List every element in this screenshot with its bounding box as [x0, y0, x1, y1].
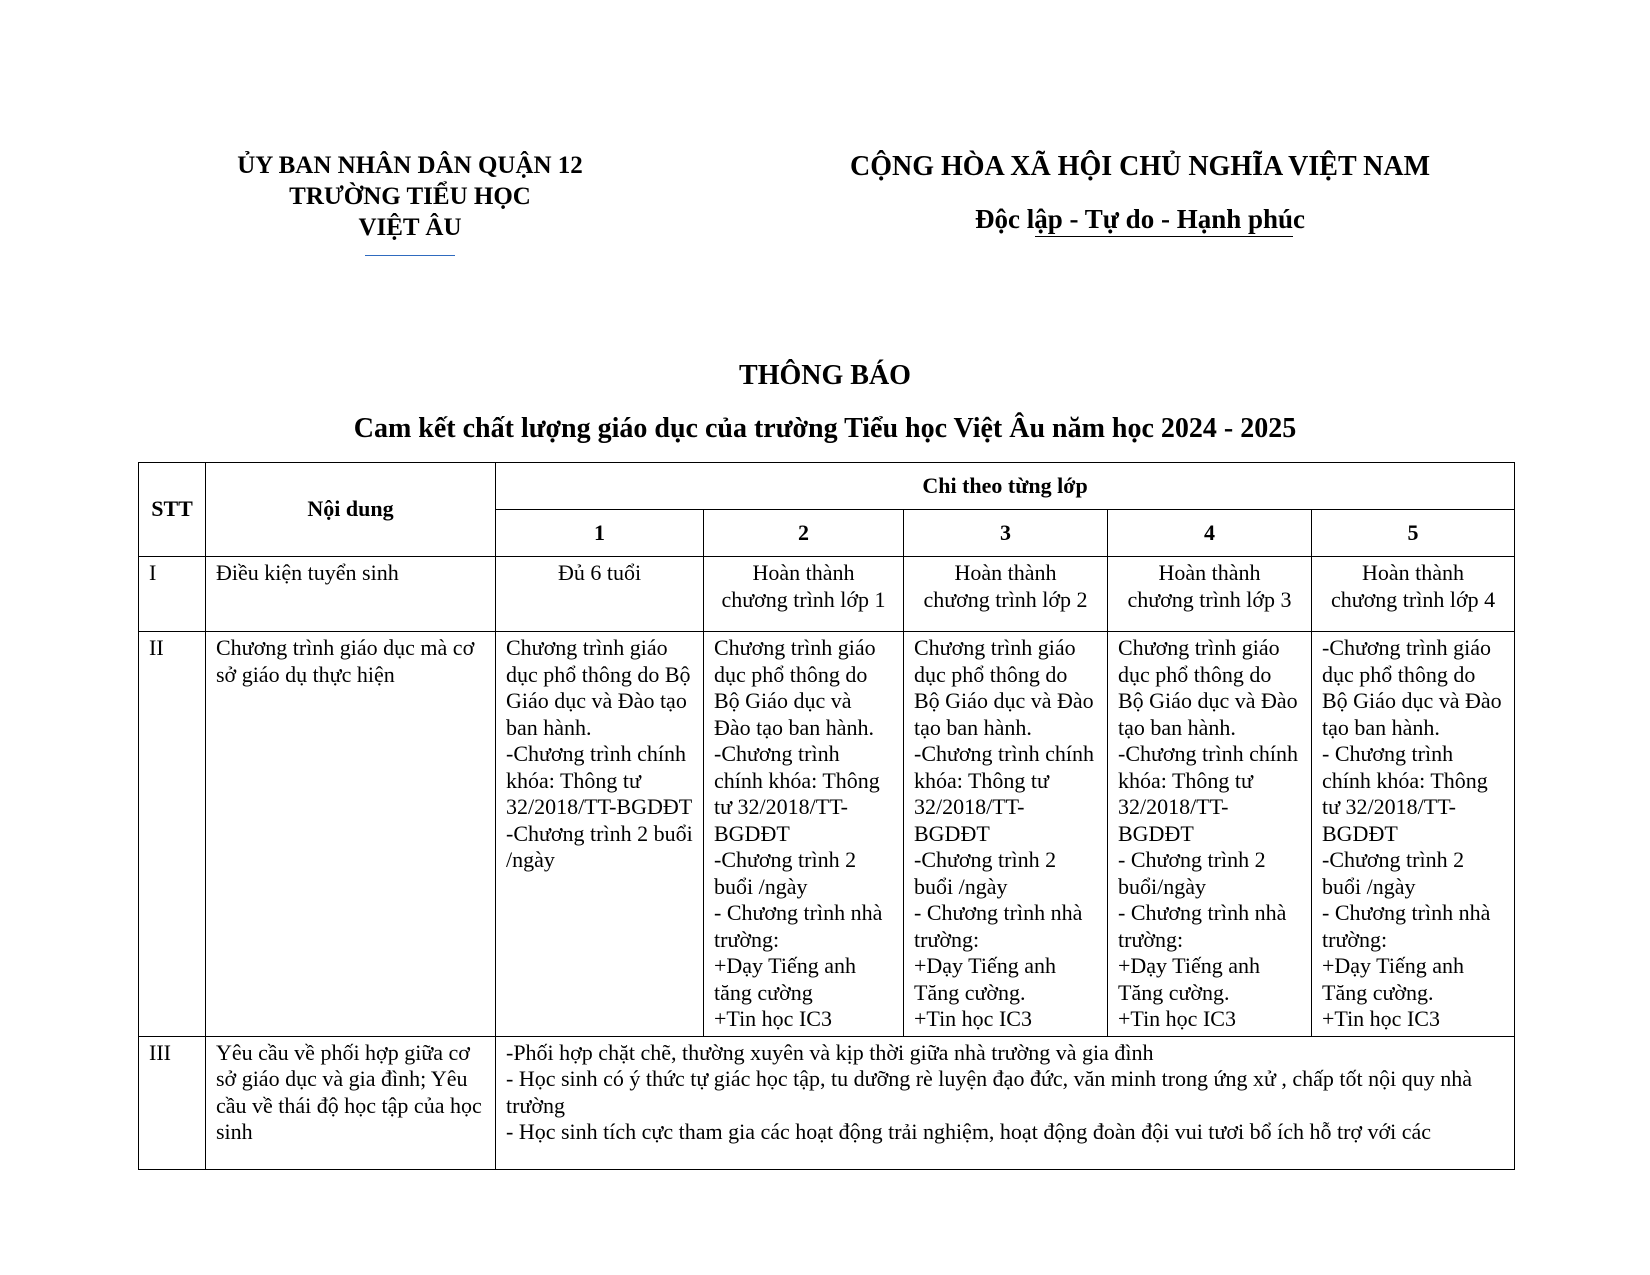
cell-line: -Chương trình chính khóa: Thông tư 32/2018/TT-BGDĐT	[714, 741, 880, 846]
header-grade-4: 4	[1108, 510, 1312, 557]
cell-line: - Chương trình chính khóa: Thông tư 32/2018/TT-BGDĐT	[1322, 741, 1488, 846]
cell-line: -Chương trình giáo dục phổ thông do Bộ Giáo dục và Đào tạo ban hành.	[1322, 635, 1502, 740]
cell-line: +Tin học IC3	[714, 1006, 832, 1031]
merged-requirements-cell	[496, 1036, 1515, 1169]
header-grade-1: 1	[496, 510, 704, 557]
commitment-table	[138, 462, 1515, 1170]
table-header-row-1	[139, 463, 1515, 510]
row-stt: I	[139, 557, 206, 632]
row-stt: III	[139, 1036, 206, 1169]
header-grade-2: 2	[704, 510, 904, 557]
cell-line: chương trình lớp 2	[923, 586, 1088, 612]
cell-line: Chương trình giáo dục phổ thông do Bộ Giáo dục và Đào tạo ban hành.	[1118, 635, 1298, 740]
cell-line: -Chương trình 2 buổi /ngày	[914, 847, 1057, 899]
header-grade-3: 3	[904, 510, 1108, 557]
table-row	[139, 1036, 1515, 1169]
table-row	[139, 632, 1515, 1037]
cell-line: chương trình lớp 1	[721, 586, 886, 612]
cell-line: - Chương trình nhà trường:	[1118, 900, 1287, 952]
cell-line: +Tin học IC3	[914, 1006, 1032, 1031]
cell-line: +Tin học IC3	[1118, 1006, 1236, 1031]
cell-line: Hoàn thành	[752, 560, 855, 585]
cell-line: Chương trình giáo dục phổ thông do Bộ Giáo dục và Đào tạo ban hành.	[714, 635, 876, 740]
header-grade-5: 5	[1312, 510, 1515, 557]
cell-line: Hoàn thành	[1362, 560, 1465, 585]
national-motto-block	[790, 150, 1490, 237]
cell-line: +Dạy Tiếng anh Tăng cường.	[1322, 953, 1464, 1005]
cell-line: -Chương trình chính khóa: Thông tư 32/2018/TT-BGDĐT	[1118, 741, 1298, 846]
cell-line: - Chương trình nhà trường:	[1322, 900, 1491, 952]
issuer-line-3: VIỆT ÂU	[358, 214, 462, 241]
cell-line: - Chương trình 2 buổi/ngày	[1118, 847, 1266, 899]
issuer-line-1: ỦY BAN NHÂN DÂN QUẬN 12	[237, 152, 583, 179]
cell-grade-4	[1108, 632, 1312, 1037]
row-content: Yêu cầu về phối hợp giữa cơ sở giáo dục và gia đình; Yêu cầu về thái độ học tập của học sinh	[206, 1036, 496, 1169]
cell-line: +Dạy Tiếng anh Tăng cường.	[914, 953, 1056, 1005]
table-row	[139, 557, 1515, 632]
cell-line: +Dạy Tiếng anh Tăng cường.	[1118, 953, 1260, 1005]
document-subtitle: Cam kết chất lượng giáo dục của trường Tiểu học Việt Âu năm học 2024 - 2025	[353, 413, 1297, 444]
row-content: Điều kiện tuyển sinh	[206, 557, 496, 632]
country-name: CỘNG HÒA XÃ HỘI CHỦ NGHĨA VIỆT NAM	[849, 151, 1431, 182]
issuer-underline	[365, 255, 455, 256]
document-title: THÔNG BÁO	[739, 360, 911, 391]
row-content: Chương trình giáo dục mà cơ sở giáo dụ thực hiện	[206, 632, 496, 1037]
cell-line: -Phối hợp chặt chẽ, thường xuyên và kịp thời giữa nhà trường và gia đình	[506, 1039, 1154, 1065]
cell-grade-3	[904, 632, 1108, 1037]
cell-line: chương trình lớp 4	[1330, 586, 1496, 612]
issuer-line-2: TRƯỜNG TIỂU HỌC	[289, 183, 531, 210]
issuer-block	[190, 150, 630, 256]
cell-line: - Học sinh tích cực tham gia các hoạt động trải nghiệm, hoạt động đoàn đội vui tươi bổ ích hỗ trợ với các	[506, 1119, 1432, 1144]
cell-line: Chương trình giáo dục phổ thông do Bộ Giáo dục và Đào tạo ban hành.	[914, 635, 1094, 740]
cell-grade-1	[496, 632, 704, 1037]
national-motto: Độc lập - Tự do - Hạnh phúc	[974, 204, 1306, 234]
cell-line: -Chương trình 2 buổi /ngày	[506, 820, 693, 872]
cell-line: Chương trình giáo dục phổ thông do Bộ Giáo dục và Đào tạo ban hành.	[506, 635, 691, 740]
cell-grade-5	[1312, 557, 1515, 632]
cell-line: - Học sinh có ý thức tự giác học tập, tu dưỡng rè luyện đạo đức, văn minh trong ứng xử , chấp tốt nội quy nhà trường	[506, 1066, 1473, 1118]
cell-line: -Chương trình 2 buổi /ngày	[714, 847, 857, 899]
header-grade-group: Chi theo từng lớp	[496, 463, 1515, 510]
header-stt: STT	[139, 463, 206, 557]
cell-line: +Tin học IC3	[1322, 1006, 1440, 1031]
cell-grade-1	[496, 557, 704, 632]
cell-grade-4	[1108, 557, 1312, 632]
motto-underline	[1035, 236, 1293, 237]
cell-grade-2	[704, 557, 904, 632]
cell-line: -Chương trình chính khóa: Thông tư 32/2018/TT-BGDĐT	[506, 741, 693, 819]
row-stt: II	[139, 632, 206, 1037]
cell-line: Hoàn thành	[1158, 560, 1261, 585]
cell-line: Đủ 6 tuổi	[557, 560, 642, 585]
cell-line: Hoàn thành	[954, 560, 1057, 585]
cell-grade-5	[1312, 632, 1515, 1037]
cell-grade-3	[904, 557, 1108, 632]
cell-line: chương trình lớp 3	[1127, 586, 1292, 612]
cell-line: - Chương trình nhà trường:	[914, 900, 1083, 952]
cell-grade-2	[704, 632, 904, 1037]
cell-line: - Chương trình nhà trường:	[714, 900, 883, 952]
cell-line: -Chương trình 2 buổi /ngày	[1322, 847, 1465, 899]
header-content: Nội dung	[206, 463, 496, 557]
cell-line: +Dạy Tiếng anh tăng cường	[714, 953, 856, 1005]
cell-line: -Chương trình chính khóa: Thông tư 32/2018/TT-BGDĐT	[914, 741, 1094, 846]
